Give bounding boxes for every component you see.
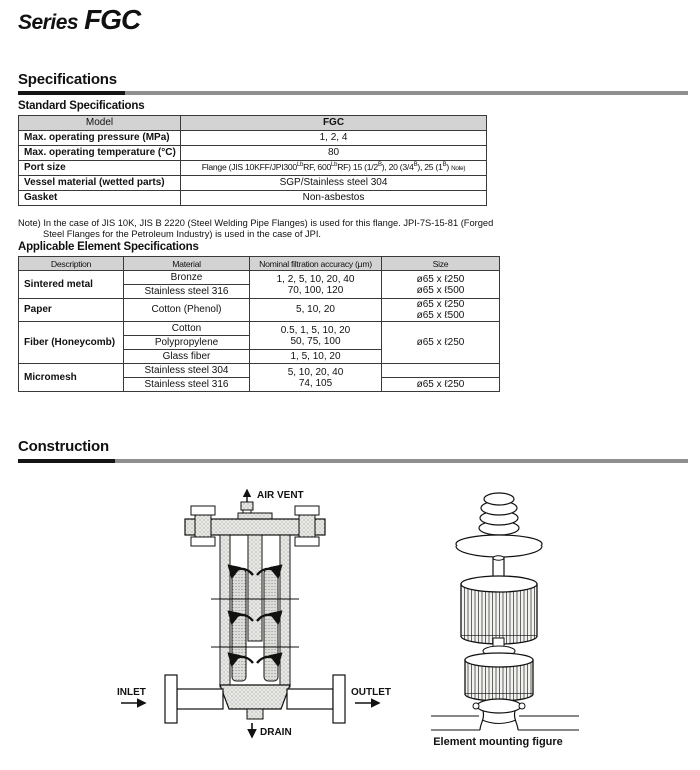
micromesh-material-2: Stainless steel 316 — [124, 378, 250, 392]
vessel-material-label: Vessel material (wetted parts) — [19, 176, 181, 191]
inlet-label: INLET — [117, 687, 146, 698]
outlet-label: OUTLET — [351, 687, 391, 698]
column-description: Description — [19, 257, 124, 271]
sintered-material-2: Stainless steel 316 — [124, 285, 250, 299]
table-row — [19, 161, 487, 176]
standard-specifications-heading: Standard Specifications — [18, 100, 145, 112]
table-row — [19, 364, 500, 378]
gasket-label: Gasket — [19, 191, 181, 206]
table-row — [19, 116, 487, 131]
flange-note: Note) In the case of JIS 10K, JIS B 2220 (Steel Welding Pipe Flanges) is used for this flange. JPI-7S-15-81 (Forged Steel Flanges for the Petroleum Industry) is used in the case of JPI. — [18, 218, 494, 240]
sintered-desc: Sintered metal — [19, 271, 124, 299]
table-header-row — [19, 257, 500, 271]
construction-rule — [18, 459, 688, 463]
model-value-cell: FGC — [181, 116, 487, 131]
element-mounting-figure — [425, 488, 590, 733]
fiber-size: ø65 x ℓ250 — [382, 322, 500, 364]
tee-body-drawing — [220, 685, 290, 709]
column-size: Size — [382, 257, 500, 271]
micromesh-accuracy: 5, 10, 20, 40 74, 105 — [250, 364, 382, 392]
page-title-series: Series — [18, 11, 79, 34]
fiber-accuracy-12: 0.5, 1, 5, 10, 20 50, 75, 100 — [250, 322, 382, 350]
spring-seat-drawing — [456, 535, 542, 557]
paper-desc: Paper — [19, 299, 124, 322]
filter-cross-section-figure — [115, 483, 415, 758]
table-row — [19, 176, 487, 191]
page-title — [18, 4, 140, 36]
lower-element-drawing — [465, 653, 533, 701]
table-row — [19, 191, 487, 206]
pressure-label: Max. operating pressure (MPa) — [19, 131, 181, 146]
page-title-model: FGC — [84, 4, 141, 35]
specifications-rule — [18, 91, 688, 95]
element-specifications-heading: Applicable Element Specifications — [18, 241, 199, 253]
fiber-accuracy-3: 1, 5, 10, 20 — [250, 350, 382, 364]
vessel-shell-drawing — [220, 535, 290, 687]
air-vent-fitting-drawing — [238, 502, 272, 519]
micromesh-size: ø65 x ℓ250 — [382, 378, 500, 392]
specifications-heading: Specifications — [18, 71, 117, 88]
air-vent-label: AIR VENT — [257, 490, 304, 501]
port-size-value: Flange (JIS $10KFF/JPI300^{Lb}RF$, $600^{Lb}RF$) 15 $(1/2^B)$, 20 $(3/4^B)$, 25 $(1^B)$ Note) — [181, 161, 487, 176]
table-row — [19, 131, 487, 146]
table-row — [19, 271, 500, 285]
temperature-value: 80 — [181, 146, 487, 161]
port-size-label: Port size — [19, 161, 181, 176]
micromesh-size-empty — [382, 364, 500, 378]
paper-size: ø65 x ℓ250 ø65 x ℓ500 — [382, 299, 500, 322]
fiber-material-3: Glass fiber — [124, 350, 250, 364]
drain-label: DRAIN — [260, 727, 292, 738]
sintered-size: ø65 x ℓ250 ø65 x ℓ500 — [382, 271, 500, 299]
construction-heading: Construction — [18, 438, 109, 455]
fiber-material-2: Polypropylene — [124, 336, 250, 350]
spring-drawing — [479, 493, 519, 535]
element-specifications-table — [18, 256, 500, 392]
table-row — [19, 322, 500, 336]
mounting-socket-drawing — [431, 699, 579, 730]
fiber-material-1: Cotton — [124, 322, 250, 336]
vessel-material-value: SGP/Stainless steel 304 — [181, 176, 487, 191]
drain-fitting-drawing — [247, 709, 263, 719]
table-row — [19, 146, 487, 161]
micromesh-desc: Micromesh — [19, 364, 124, 392]
micromesh-material-1: Stainless steel 304 — [124, 364, 250, 378]
paper-material: Cotton (Phenol) — [124, 299, 250, 322]
temperature-label: Max. operating temperature (°C) — [19, 146, 181, 161]
element-mounting-caption: Element mounting figure — [433, 736, 563, 748]
sintered-material-1: Bronze — [124, 271, 250, 285]
paper-accuracy: 5, 10, 20 — [250, 299, 382, 322]
standard-specifications-table — [18, 115, 487, 206]
column-accuracy: Nominal filtration accuracy (μm) — [250, 257, 382, 271]
fiber-desc: Fiber (Honeycomb) — [19, 322, 124, 364]
column-material: Material — [124, 257, 250, 271]
table-row — [19, 299, 500, 322]
gasket-value: Non-asbestos — [181, 191, 487, 206]
pressure-value: 1, 2, 4 — [181, 131, 487, 146]
sintered-accuracy: 1, 2, 5, 10, 20, 40 70, 100, 120 — [250, 271, 382, 299]
upper-element-drawing — [461, 576, 537, 644]
model-header-cell: Model — [19, 116, 181, 131]
